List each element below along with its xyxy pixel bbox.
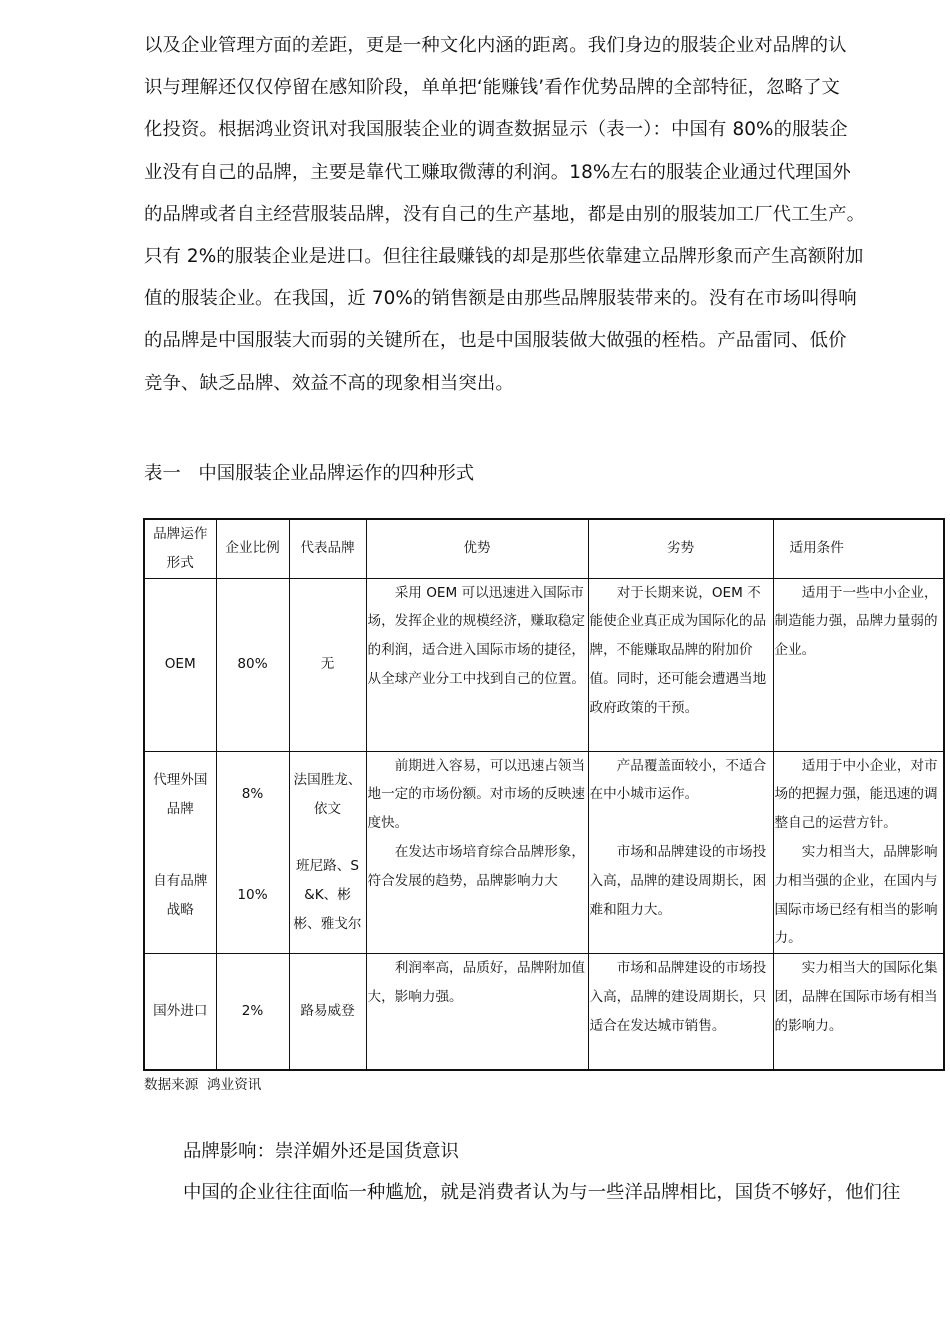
table-row — [144, 954, 944, 1070]
cell-disadvantage: 市场和品牌建设的市场投入高，品牌的建设周期长，只适合在发达城市销售。 — [588, 954, 773, 1070]
text-line: 值的服装企业。在我国，近 70%的销售额是由那些品牌服装带来的。没有在市场叫得响 — [144, 288, 857, 310]
text-line: 识与理解还仅仅停留在感知阶段，单单把‘能赚钱’看作优势品牌的全部特征，忽略了文 — [144, 77, 841, 99]
cell-form: 国外进口 — [144, 954, 216, 1070]
cell-brands: 路易威登 — [289, 954, 366, 1070]
text-line: 的品牌是中国服装大而弱的关键所在，也是中国服装做大做强的桎梏。产品雷同、低价 — [144, 330, 847, 352]
cell-condition: 实力相当大的国际化集团，品牌在国际市场有相当的影响力。 — [773, 954, 944, 1070]
cell-brands: 班尼路、S&K、彬彬、雅戈尔 — [289, 838, 366, 954]
header-advantage: 优势 — [366, 519, 588, 578]
header-condition: 适用条件 — [773, 519, 944, 578]
header-disadvantage: 劣势 — [588, 519, 773, 578]
data-source-note: 数据来源 鸿业资讯 — [144, 1077, 262, 1093]
cell-ratio: 80% — [216, 578, 289, 751]
table-caption: 表一 中国服装企业品牌运作的四种形式 — [144, 463, 475, 484]
cell-form: 自有品牌战略 — [144, 838, 216, 954]
cell-condition: 适用于一些中小企业，制造能力强，品牌力量弱的企业。 — [773, 578, 944, 751]
text-line: 化投资。根据鸿业资讯对我国服装企业的调查数据显示（表一）：中国有 80%的服装企 — [144, 119, 848, 141]
cell-ratio: 10% — [216, 838, 289, 954]
cell-advantage: 采用 OEM 可以迅速进入国际市场，发挥企业的规模经济，赚取稳定的利润，适合进入国际市场的捷径，从全球产业分工中找到自己的位置。 — [366, 578, 588, 751]
cell-disadvantage: 产品覆盖面较小，不适合在中小城市运作。 — [588, 751, 773, 838]
text-line: 业没有自己的品牌，主要是靠代工赚取微薄的利润。18%左右的服装企业通过代理国外 — [144, 161, 851, 183]
section-heading: 品牌影响：崇洋媚外还是国货意识 — [183, 1141, 459, 1162]
text-line: 只有 2%的服装企业是进口。但往往最赚钱的却是那些依靠建立品牌形象而产生高额附加 — [144, 246, 864, 268]
table-row — [144, 578, 944, 751]
header-ratio: 企业比例 — [216, 519, 289, 578]
cell-disadvantage: 市场和品牌建设的市场投入高，品牌的建设周期长，困难和阻力大。 — [588, 838, 773, 954]
cell-advantage: 在发达市场培育综合品牌形象，符合发展的趋势，品牌影响力大 — [366, 838, 588, 954]
intro-paragraph — [144, 25, 889, 405]
brand-operation-table — [143, 518, 945, 1071]
table-row — [144, 838, 944, 954]
cell-ratio: 8% — [216, 751, 289, 838]
section-paragraph: 中国的企业往往面临一种尴尬，就是消费者认为与一些洋品牌相比，国货不够好，他们往 — [183, 1182, 901, 1203]
cell-brands: 法国胜龙、依文 — [289, 751, 366, 838]
cell-advantage: 前期进入容易，可以迅速占领当地一定的市场份额。对市场的反映速度快。 — [366, 751, 588, 838]
text-line: 的品牌或者自主经营服装品牌，没有自己的生产基地，都是由别的服装加工厂代工生产。 — [144, 203, 866, 225]
cell-condition: 实力相当大，品牌影响力相当强的企业，在国内与国际市场已经有相当的影响力。 — [773, 838, 944, 954]
cell-form: 代理外国品牌 — [144, 751, 216, 838]
table-row — [144, 751, 944, 838]
header-form: 品牌运作形式 — [144, 519, 216, 578]
cell-form: OEM — [144, 578, 216, 751]
text-line: 竞争、缺乏品牌、效益不高的现象相当突出。 — [144, 372, 514, 394]
cell-advantage: 利润率高，品质好，品牌附加值大，影响力强。 — [366, 954, 588, 1070]
header-brands: 代表品牌 — [289, 519, 366, 578]
cell-disadvantage: 对于长期来说，OEM 不能使企业真正成为国际化的品牌，不能赚取品牌的附加价值。同时，还可能会遭遇当地政府政策的干预。 — [588, 578, 773, 751]
cell-condition: 适用于中小企业，对市场的把握力强，能迅速的调整自己的运营方针。 — [773, 751, 944, 838]
cell-ratio: 2% — [216, 954, 289, 1070]
text-line: 以及企业管理方面的差距，更是一种文化内涵的距离。我们身边的服装企业对品牌的认 — [144, 35, 847, 56]
cell-brands: 无 — [289, 578, 366, 751]
table-header-row — [144, 519, 944, 578]
